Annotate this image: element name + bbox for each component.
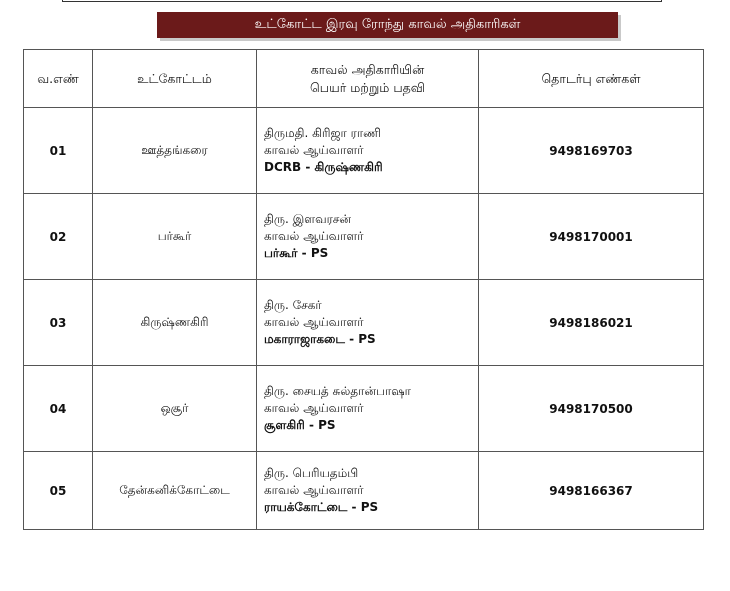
- officer-station: சூளகிரி - PS: [264, 418, 336, 432]
- row-subdivision: தேன்கனிக்கோட்டை: [93, 452, 257, 530]
- top-divider: [62, 0, 662, 2]
- table-row: [24, 280, 704, 366]
- officer-station: மகாராஜாகடை - PS: [264, 332, 376, 346]
- table-row: [24, 452, 704, 530]
- table-row: [24, 108, 704, 194]
- officer-station: DCRB - கிருஷ்ணகிரி: [264, 160, 383, 174]
- row-sno: 02: [24, 194, 93, 280]
- row-officer: [257, 108, 479, 194]
- header-officer-line1: காவல் அதிகாரியின்: [310, 61, 425, 77]
- row-officer: [257, 452, 479, 530]
- officers-table: [23, 49, 704, 530]
- header-phone: தொடர்பு எண்கள்: [479, 50, 704, 108]
- header-officer-line2: பெயர் மற்றும் பதவி: [310, 79, 425, 95]
- officer-rank: காவல் ஆய்வாளர்: [264, 401, 364, 415]
- table-row: [24, 194, 704, 280]
- row-sno: 01: [24, 108, 93, 194]
- row-phone: 9498170500: [479, 366, 704, 452]
- row-sno: 05: [24, 452, 93, 530]
- table-row: [24, 366, 704, 452]
- officer-rank: காவல் ஆய்வாளர்: [264, 143, 364, 157]
- row-phone: 9498169703: [479, 108, 704, 194]
- row-officer: [257, 194, 479, 280]
- row-officer: [257, 280, 479, 366]
- officer-name: திரு. சேகர்: [264, 298, 322, 312]
- row-subdivision: ஒசூர்: [93, 366, 257, 452]
- row-phone: 9498170001: [479, 194, 704, 280]
- row-phone: 9498166367: [479, 452, 704, 530]
- header-sno: வ.எண்: [24, 50, 93, 108]
- officer-station: ராயக்கோட்டை - PS: [264, 500, 379, 514]
- header-officer: [257, 50, 479, 108]
- officer-rank: காவல் ஆய்வாளர்: [264, 315, 364, 329]
- row-sno: 04: [24, 366, 93, 452]
- officer-name: திரு. இளவரசன்: [264, 212, 352, 226]
- table-header-row: [24, 50, 704, 108]
- row-phone: 9498186021: [479, 280, 704, 366]
- officer-station: பர்கூர் - PS: [264, 246, 329, 260]
- row-subdivision: பர்கூர்: [93, 194, 257, 280]
- page-title: உட்கோட்ட இரவு ரோந்து காவல் அதிகாரிகள்: [157, 12, 618, 38]
- row-subdivision: கிருஷ்ணகிரி: [93, 280, 257, 366]
- officer-name: திரு. பெரியதம்பி: [264, 466, 359, 480]
- officer-name: திருமதி. கிரிஜா ராணி: [264, 126, 381, 140]
- officer-name: திரு. சையத் சுல்தான்பாஷா: [264, 384, 411, 398]
- row-subdivision: ஊத்தங்கரை: [93, 108, 257, 194]
- header-subdivision: உட்கோட்டம்: [93, 50, 257, 108]
- row-officer: [257, 366, 479, 452]
- row-sno: 03: [24, 280, 93, 366]
- officer-rank: காவல் ஆய்வாளர்: [264, 483, 364, 497]
- officer-rank: காவல் ஆய்வாளர்: [264, 229, 364, 243]
